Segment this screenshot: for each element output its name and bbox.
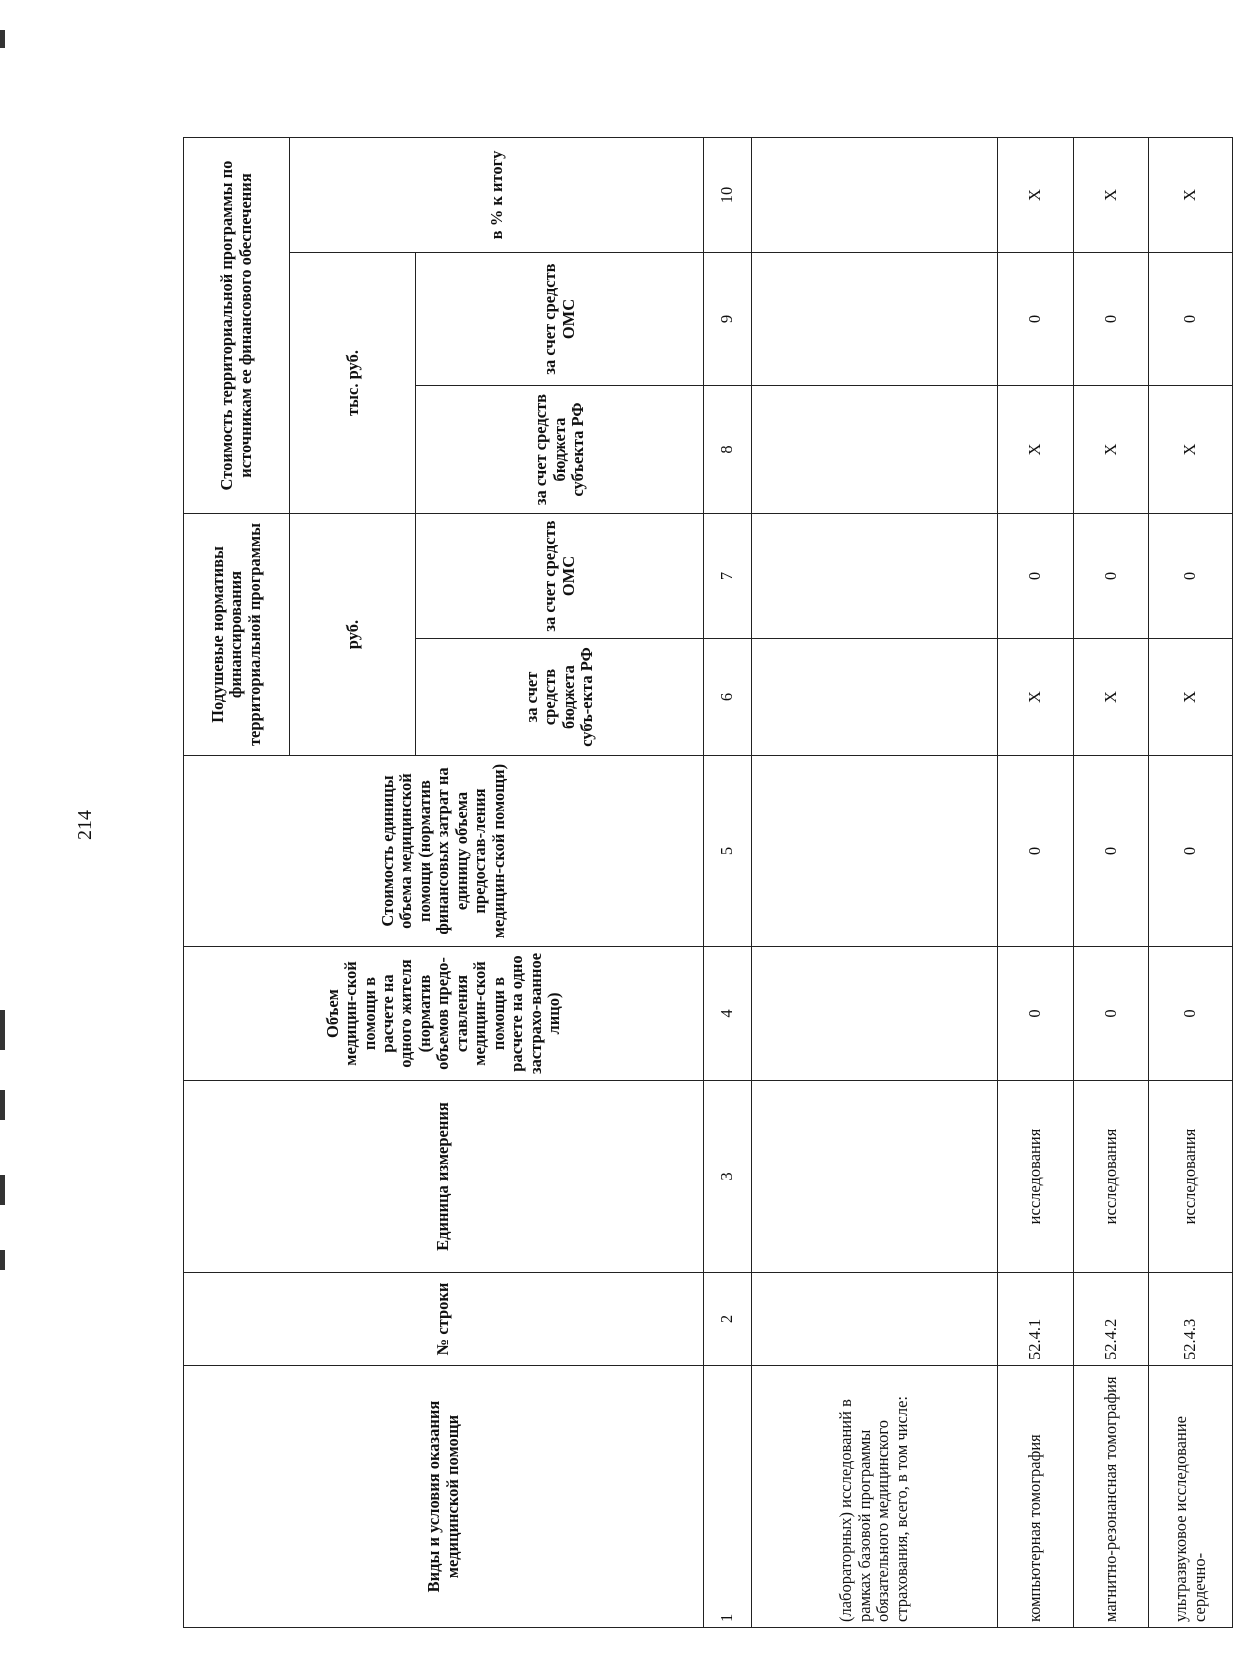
cell-percent: X xyxy=(1149,137,1233,252)
page-number: 214 xyxy=(74,810,96,840)
row-number: 52.4.3 xyxy=(1149,1273,1233,1366)
cell-pc-budget xyxy=(751,639,997,756)
table-row xyxy=(1073,137,1149,1627)
row-number: 52.4.1 xyxy=(998,1273,1074,1366)
header-program-cost: Стоимость территориальной программы по источникам ее финансового обеспечения xyxy=(184,137,290,513)
header-types: Виды и условия оказания медицинской помощи xyxy=(184,1366,704,1628)
col-number: 1 xyxy=(704,1366,752,1628)
cell-volume: 0 xyxy=(998,947,1074,1081)
cell-pc-oms: 0 xyxy=(998,514,1074,639)
row-name: магнитно-резонансная томография xyxy=(1073,1366,1149,1628)
col-number: 5 xyxy=(704,756,752,947)
cell-pc-oms xyxy=(751,514,997,639)
table-row xyxy=(751,137,997,1627)
cell-ct-oms: 0 xyxy=(1073,253,1149,386)
row-number xyxy=(751,1273,997,1366)
scan-edge-mark xyxy=(0,1010,5,1050)
col-number: 6 xyxy=(704,639,752,756)
cell-ct-oms: 0 xyxy=(1149,253,1233,386)
cell-volume: 0 xyxy=(1073,947,1149,1081)
row-unit: исследования xyxy=(1073,1081,1149,1273)
cell-pc-budget: X xyxy=(998,639,1074,756)
header-ct-oms: за счет средств ОМС xyxy=(416,253,704,386)
cell-pc-budget: X xyxy=(1149,639,1233,756)
cell-ct-budget: X xyxy=(1149,386,1233,514)
col-number: 9 xyxy=(704,253,752,386)
cell-volume xyxy=(751,947,997,1081)
cell-unit-cost: 0 xyxy=(998,756,1074,947)
header-pc-oms: за счет средств ОМС xyxy=(416,514,704,639)
header-thous-rub: тыс. руб. xyxy=(290,253,416,514)
cell-unit-cost: 0 xyxy=(1149,756,1233,947)
row-name: компьютерная томография xyxy=(998,1366,1074,1628)
header-ct-budget: за счет средств бюджета субъекта РФ xyxy=(416,386,704,514)
cell-volume: 0 xyxy=(1149,947,1233,1081)
header-volume: Объем медицин-ской помощи в расчете на одного жителя (норматив объемов предо-ставления медицин-ской помощи в расчете на одно застрахо-ванное лицо) xyxy=(184,947,704,1081)
header-unit-cost: Стоимость единицы объема медицинской помощи (норматив финансовых затрат на единицу объема предостав-ления медицин-ской помощи) xyxy=(184,756,704,947)
row-unit xyxy=(751,1081,997,1273)
cell-unit-cost xyxy=(751,756,997,947)
cell-ct-oms xyxy=(751,253,997,386)
col-number: 3 xyxy=(704,1081,752,1273)
financing-table xyxy=(183,137,1233,1628)
cell-percent: X xyxy=(1073,137,1149,252)
col-number: 4 xyxy=(704,947,752,1081)
row-name: (лабораторных) исследований в рамках базовой программы обязательного медицинского страхования, всего, в том числе: xyxy=(751,1366,997,1628)
cell-pc-oms: 0 xyxy=(1073,514,1149,639)
header-percent-total: в % к итогу xyxy=(290,137,704,252)
cell-pc-oms: 0 xyxy=(1149,514,1233,639)
row-unit: исследования xyxy=(998,1081,1074,1273)
cell-ct-oms: 0 xyxy=(998,253,1074,386)
col-number: 2 xyxy=(704,1273,752,1366)
cell-ct-budget: X xyxy=(998,386,1074,514)
row-name: ультразвуковое исследование сердечно- xyxy=(1149,1366,1233,1628)
cell-ct-budget: X xyxy=(1073,386,1149,514)
column-number-row xyxy=(704,137,752,1627)
col-number: 7 xyxy=(704,514,752,639)
rotated-table-container xyxy=(183,138,1233,1628)
scan-edge-mark xyxy=(0,30,5,48)
header-pc-budget: за счет средств бюджета субъ-екта РФ xyxy=(416,639,704,756)
scan-edge-mark xyxy=(0,1250,5,1270)
cell-pc-budget: X xyxy=(1073,639,1149,756)
cell-percent xyxy=(751,137,997,252)
cell-unit-cost: 0 xyxy=(1073,756,1149,947)
cell-percent: X xyxy=(998,137,1074,252)
header-unit: Единица измерения xyxy=(184,1081,704,1273)
table-row xyxy=(1149,137,1233,1627)
header-per-capita: Подушевые нормативы финансирования территориальной программы xyxy=(184,514,290,756)
row-number: 52.4.2 xyxy=(1073,1273,1149,1366)
col-number: 8 xyxy=(704,386,752,514)
col-number: 10 xyxy=(704,137,752,252)
header-row-number: № строки xyxy=(184,1273,704,1366)
cell-ct-budget xyxy=(751,386,997,514)
scan-edge-mark xyxy=(0,1175,5,1205)
row-unit: исследования xyxy=(1149,1081,1233,1273)
header-rub: руб. xyxy=(290,514,416,756)
scan-edge-mark xyxy=(0,1090,5,1120)
table-row xyxy=(998,137,1074,1627)
